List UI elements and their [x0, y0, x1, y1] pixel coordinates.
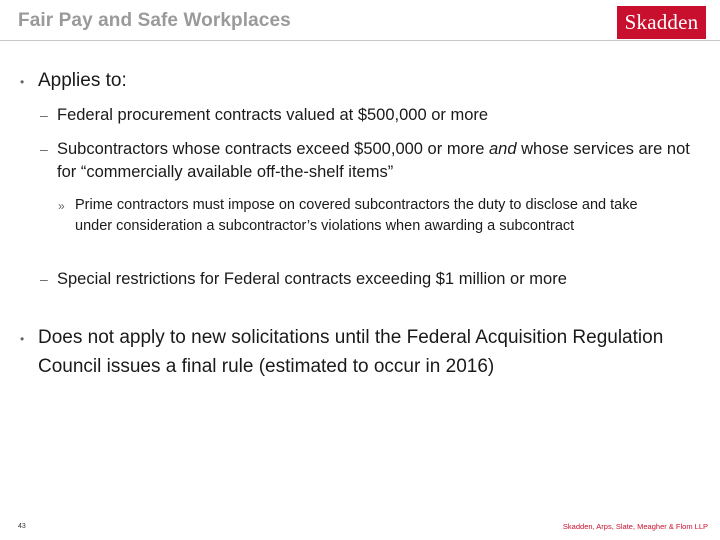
subbullet-text	[57, 138, 690, 184]
dash-marker: –	[40, 107, 48, 123]
skadden-logo: Skadden	[617, 6, 706, 39]
subbullet-text: Federal procurement contracts valued at $500,000 or more	[57, 106, 489, 124]
bullet-text: Applies to:	[38, 70, 127, 91]
bullet-marker: •	[20, 75, 25, 89]
footer-firm-name: Skadden, Arps, Slate, Meagher & Flom LLP	[562, 522, 708, 531]
page-number: 43	[18, 523, 26, 530]
dash-marker: –	[40, 141, 48, 157]
title-divider	[0, 40, 720, 41]
text-part: whose services are not for “commercially available off-the-shelf items”	[57, 140, 690, 181]
text-part: Subcontractors whose contracts exceed $500,000 or more	[57, 140, 489, 158]
emphasis-text: and	[489, 140, 517, 158]
bullet-text: Does not apply to new solicitations until the Federal Acquisition Regulation Council issues a final rule (estimated to occur in 2016)	[38, 327, 664, 377]
slide-title: Fair Pay and Safe Workplaces	[18, 10, 291, 31]
subsubbullet-text: Prime contractors must impose on covered subcontractors the duty to disclose and take under consideration a subcontractor’s violations when awarding a subcontract	[75, 197, 638, 234]
subbullet-text: Special restrictions for Federal contracts exceeding $1 million or more	[57, 270, 567, 288]
chevron-marker: »	[58, 199, 65, 213]
dash-marker: –	[40, 271, 48, 287]
bullet-marker: •	[20, 332, 25, 346]
